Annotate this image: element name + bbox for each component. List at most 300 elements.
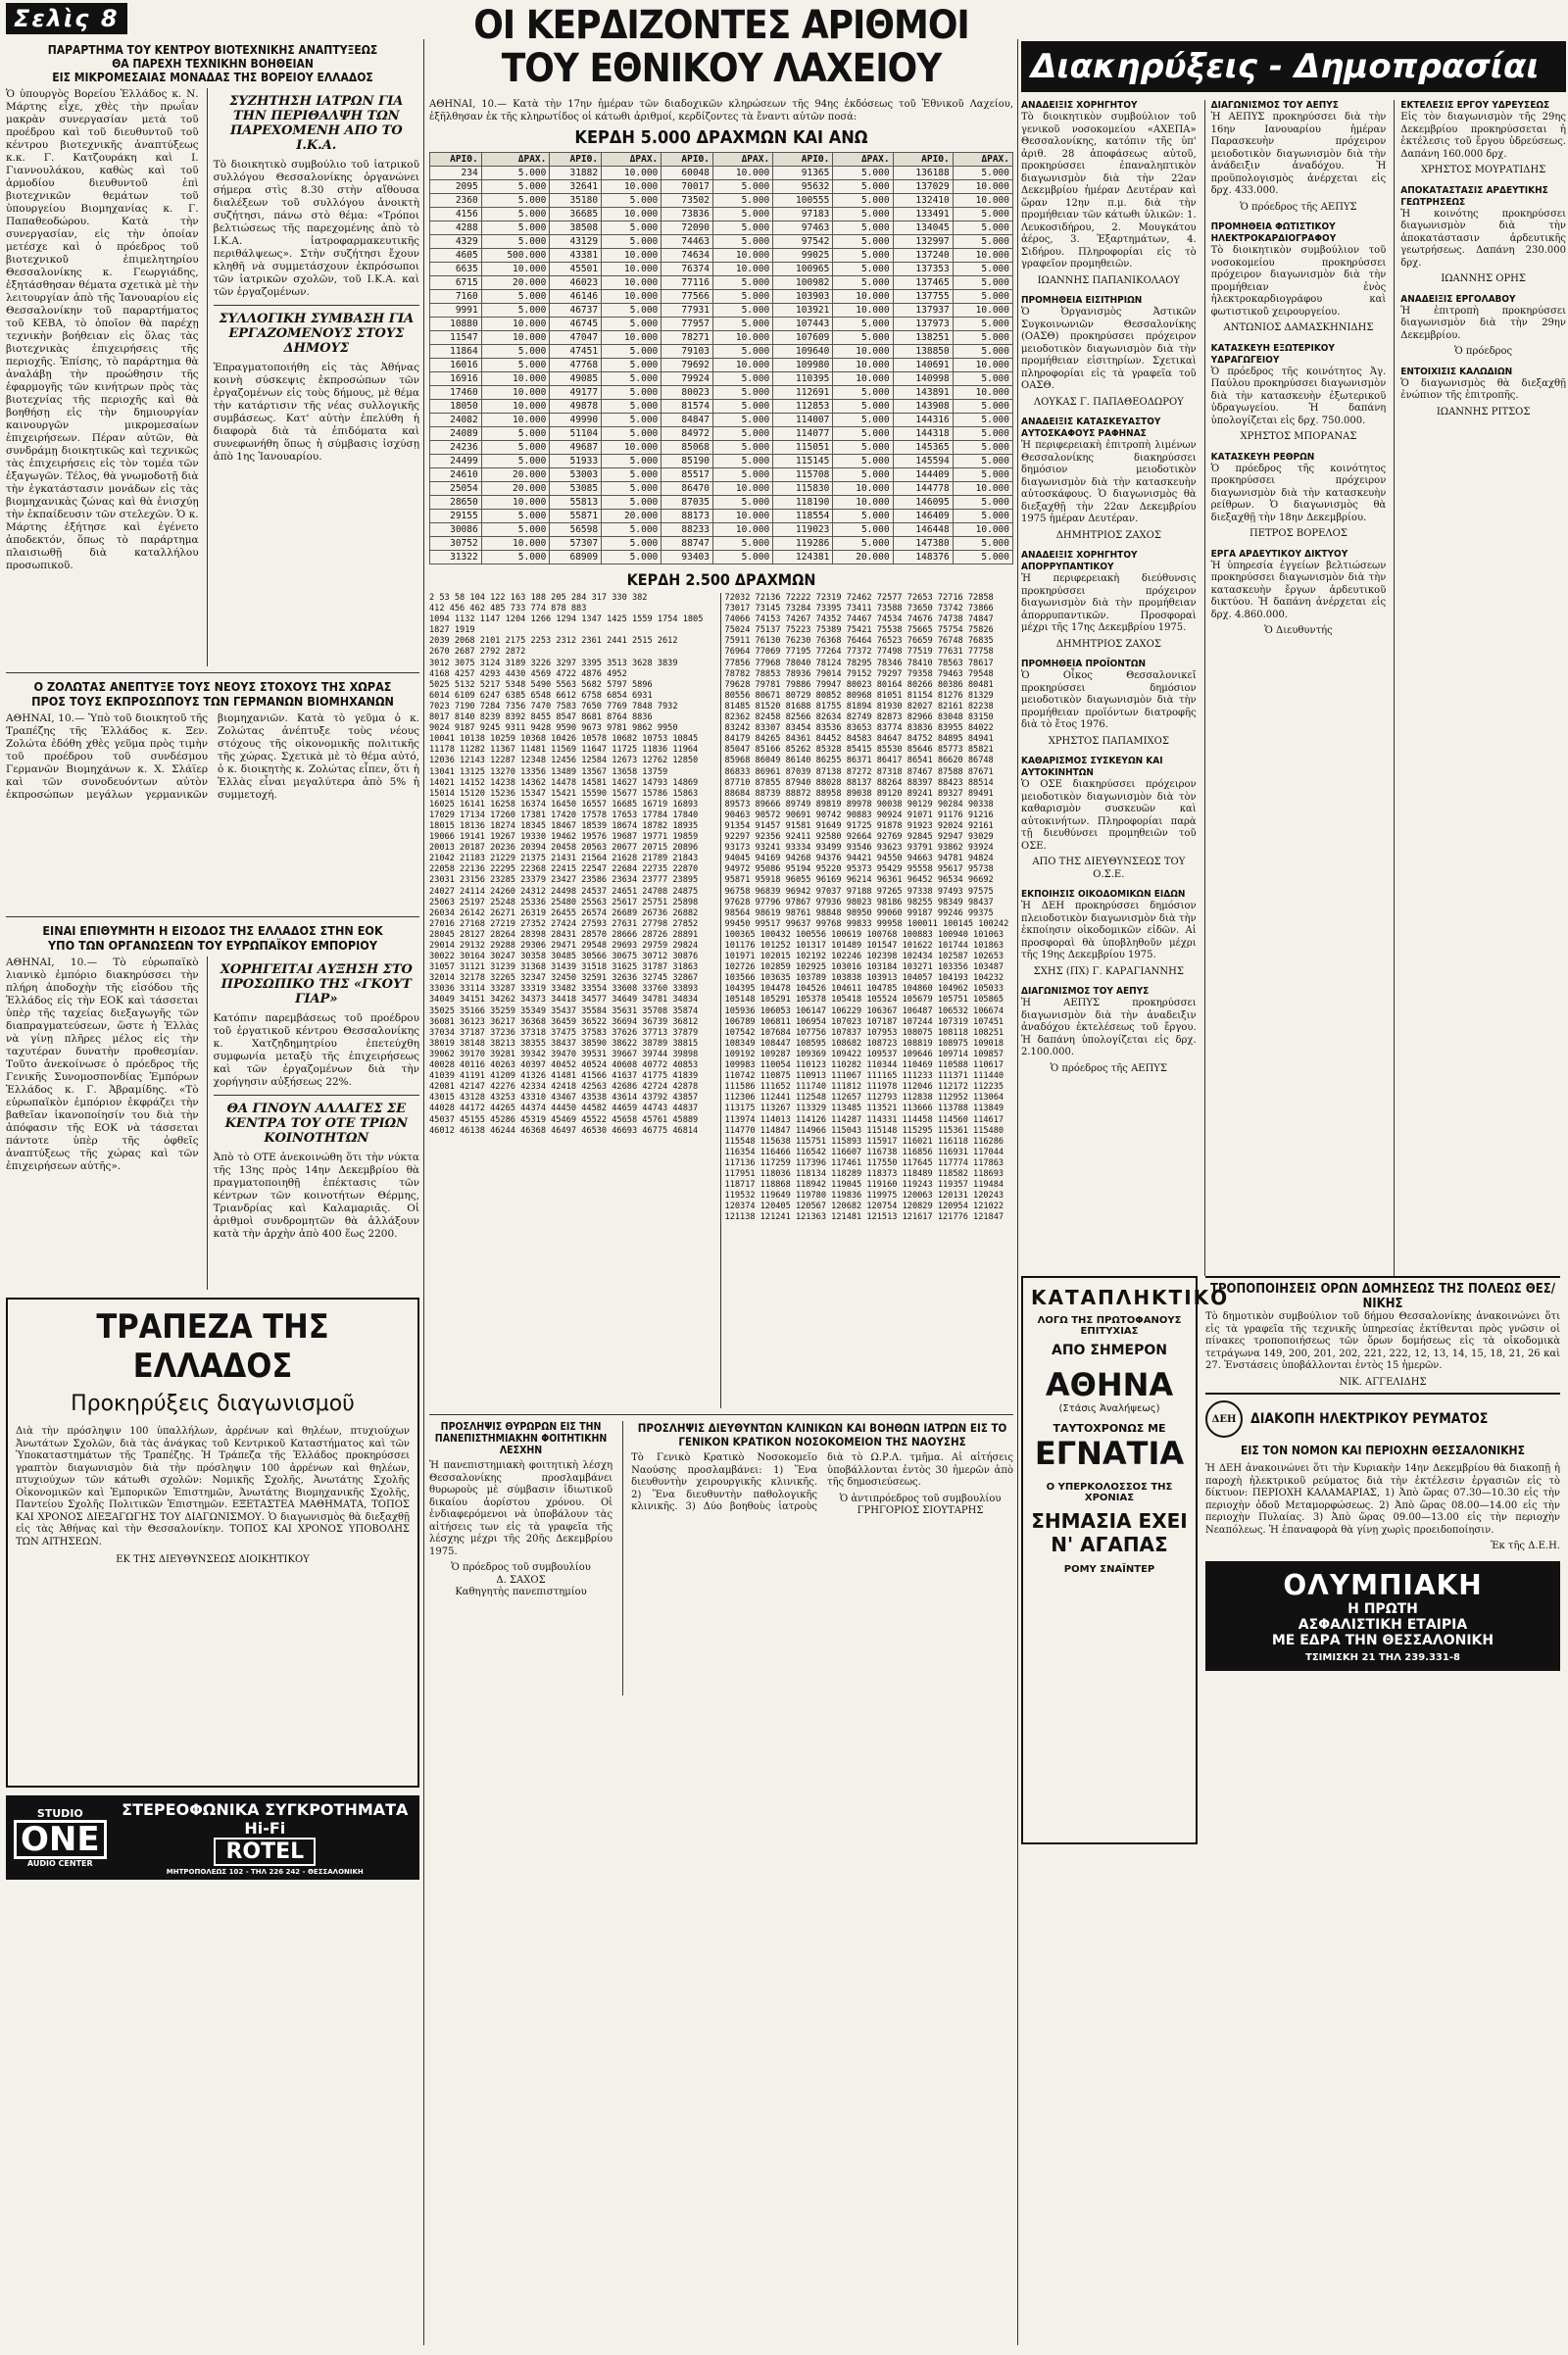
prize-amount: 10.000	[713, 482, 773, 496]
prize-amount: 5.000	[833, 208, 893, 221]
announcement-signature: Ὁ πρόεδρος	[1454, 346, 1513, 357]
prize-amount: 5.000	[833, 318, 893, 331]
ticket-number: 24236	[430, 441, 482, 455]
prize-amount: 5.000	[953, 496, 1012, 510]
table-row	[430, 386, 1013, 400]
prize-amount: 5.000	[833, 510, 893, 523]
winning-numbers-table	[429, 152, 1013, 564]
announcement	[1211, 221, 1387, 335]
announcement	[1021, 889, 1197, 978]
announcement-title: ΠΡΟΜΗΘΕΙΑ ΦΩΤΙΣΤΙΚΟΥ ΗΛΕΚΤΡΟΚΑΡΔΙΟΓΡΑΦΟΥ	[1210, 221, 1337, 244]
prize-amount: 5.000	[481, 427, 550, 441]
announcement-signature: Ὁ Διευθυντής	[1264, 625, 1333, 636]
prize-amount: 10.000	[602, 331, 662, 345]
table-row	[430, 208, 1013, 221]
announcement-signature: ΙΩΑΝΝΗΣ ΡΙΤΣΟΣ	[1436, 406, 1531, 417]
ticket-number: 18050	[430, 400, 482, 414]
ticket-number: 103921	[773, 304, 833, 318]
prize-amount: 10.000	[713, 510, 773, 523]
ticket-number: 97542	[773, 235, 833, 249]
announcement-signature: ΧΡΗΣΤΟΣ ΠΑΠΑΜΙΧΟΣ	[1048, 735, 1169, 747]
prize-amount: 5.000	[481, 345, 550, 359]
prize-amount: 5.000	[602, 235, 662, 249]
announcement	[1021, 986, 1197, 1075]
prize-amount: 5.000	[481, 551, 550, 564]
table-row	[430, 427, 1013, 441]
ticket-number: 84847	[662, 414, 713, 427]
ticket-number: 35180	[550, 194, 602, 208]
announcement	[1211, 452, 1387, 541]
announcement-body: Ἡ ΑΕΠΥΣ προκηρύσσει διαγωνισμὸν διὰ τὴν ἀναδειξιν ἀναδόχου ἐκτελέσεως τοῦ ἔργου. Ἡ δαπάνη ὑπολογίζεται εἰς δρχ. 2.100.000.	[1021, 998, 1197, 1057]
announcement-title: ΑΝΑΔΕΙΞΙΣ ΚΑΤΑΣΚΕΥΑΣΤΟΥ ΑΥΤΟΣΚΑΦΟΥΣ ΡΑΦΗΝΑΣ	[1021, 417, 1161, 439]
ticket-number: 118554	[773, 510, 833, 523]
prize-amount: 5.000	[833, 263, 893, 276]
prize-amount: 5.000	[481, 510, 550, 523]
prize-amount: 5.000	[953, 468, 1012, 482]
article-kebia-heading: ΠΑΡΑΡΤΗΜΑ ΤΟΥ ΚΕΝΤΡΟΥ ΒΙΟΤΕΧΝΙΚΗΣ ΑΝΑΠΤΥΞΕΩΣ ΘΑ ΠΑΡΕΧΗ ΤΕΧΝΙΚΗΝ ΒΟΗΘΕΙΑΝ ΕΙΣ ΜΙΚΡΟΜΕΣΑΙΑΣ ΜΟΝΑΔΑΣ ΤΗΣ ΒΟΡΕΙΟΥ ΕΛΛΑΔΟΣ	[47, 43, 378, 84]
announcement-signature: ΙΩΑΝΝΗΣ ΟΡΗΣ	[1441, 273, 1526, 284]
prize-amount: 5.000	[602, 359, 662, 372]
ticket-number: 93403	[662, 551, 713, 564]
ticket-number: 119286	[773, 537, 833, 551]
prize-amount: 5.000	[953, 221, 1012, 235]
ticket-number: 78271	[662, 331, 713, 345]
ticket-number: 43381	[550, 249, 602, 263]
prize-amount: 10.000	[953, 523, 1012, 537]
ticket-number: 138850	[893, 345, 953, 359]
table-row	[430, 276, 1013, 290]
prize-amount: 10.000	[713, 359, 773, 372]
announcement-signature: ΠΕΤΡΟΣ ΒΟΡΕΛΟΣ	[1249, 528, 1348, 539]
announcement-title: ΚΑΘΑΡΙΣΜΟΣ ΣΥΣΚΕΥΩΝ ΚΑΙ ΑΥΤΟΚΙΝΗΤΩΝ	[1021, 756, 1163, 778]
ticket-number: 24089	[430, 427, 482, 441]
prize-amount: 5.000	[602, 551, 662, 564]
article-goodyear: Κατόπιν παρεμβάσεως τοῦ προέδρου τοῦ ἐργατικοῦ κέντρου Θεσσαλονίκης κ. Χατζηδημητρίου ἐπετεύχθη συμφωνία μεταξὺ τῆς ἐπιχειρήσεως καὶ τῶν ἐργαζομένων διὰ τὴν χορήγησιν αὐξήσεως 22%.	[213, 1012, 419, 1088]
prize-amount: 5.000	[713, 441, 773, 455]
movie-ad: ΚΑΤΑΠΛΗΚΤΙΚΟ ΛΟΓΩ ΤΗΣ ΠΡΩΤΟΦΑΝΟΥΣ ΕΠΙΤΥΧΙΑΣ ΑΠΟ ΣΗΜΕΡΟΝ ΑΘΗΝΑ (Στάσις Ἀναλήψεως) ΤΑΥΤΟΧΡΟΝΩΣ ΜΕ ΕΓΝΑΤΙΑ Ο ΥΠΕΡΚΟΛΟΣΣΟΣ ΤΗΣ ΧΡΟΝΙΑΣ ΣΗΜΑΣΙΑ ΕΧΕΙ Ν' ΑΓΑΠΑΣ ΡΟΜΥ ΣΝΑΪΝΤΕΡ	[1021, 1276, 1198, 1844]
article-zolotas: ΑΘΗΝΑΙ, 10.— Ὑπὸ τοῦ διοικητοῦ τῆς Τραπέζης τῆς Ἑλλάδος κ. Ξεν. Ζολώτα ἐδόθη χθὲς γεῦμα πρὸς τιμὴν τοῦ προέδρου τοῦ συνδέσμου Γερμανῶν Βιομηχάνων κ. Χ. Σλάϊερ καὶ τῶν συνοδευόντων αὐτὸν ἐκπροσώπων μεγάλων γερμανικῶν βιομηχανιῶν. Κατὰ τὸ γεῦμα ὁ κ. Ζολώτας ἀνέπτυξε τοὺς νέους στόχους τῆς οἰκονομικῆς πολιτικῆς τῆς χώρας. Σχετικὰ μὲ τὸ θέμα αὐτό, ὁ κ. διοικητὴς κ. Ζολώτας εἶπεν, ὅτι ἡ Ἑλλὰς εἶναι μεγαλύτερα ἀπὸ 5% ἡ συμμετοχή.	[6, 712, 419, 801]
ticket-number: 60048	[662, 167, 713, 180]
announcement-body: Ὁ Οἶκος Θεσσαλονικεῖ προκηρύσσει δημόσιον μειοδοτικὸν διαγωνισμὸν διὰ τὴν προμήθειαν προϊόντων διατροφῆς διὰ τὸ ἔτος 1976.	[1021, 670, 1197, 730]
announcement-body: Ἡ περιφερειακὴ διεύθυνσις προκηρύσσει πρόχειρον διαγωνισμὸν διὰ τὴν προμήθειαν ἀπορρυπαντικῶν. Προσφοραὶ μέχρι τῆς 17ης Δεκεμβρίου 1975.	[1021, 573, 1197, 633]
ticket-number: 72090	[662, 221, 713, 235]
prize-amount: 10.000	[602, 441, 662, 455]
announcement	[1211, 549, 1387, 638]
prize-amount: 10.000	[953, 180, 1012, 194]
ticket-number: 4605	[430, 249, 482, 263]
ticket-number: 7160	[430, 290, 482, 304]
announcement-signature: Ὁ πρόεδρος τῆς ΑΕΠΥΣ	[1240, 201, 1357, 213]
ticket-number: 100982	[773, 276, 833, 290]
prize-amount: 5.000	[481, 304, 550, 318]
section-5000-title: ΚΕΡΔΗ 5.000 ΔΡΑΧΜΩΝ ΚΑΙ ΑΝΩ	[574, 127, 868, 148]
table-row	[430, 468, 1013, 482]
prize-amount: 5.000	[602, 482, 662, 496]
announcement	[1400, 367, 1566, 419]
prize-amount: 10.000	[953, 359, 1012, 372]
subhead-ote: ΘΑ ΓΙΝΟΥΝ ΑΛΛΑΓΕΣ ΣΕ ΚΕΝΤΡΑ ΤΟΥ ΟΤΕ ΤΡΙΩΝ ΚΟΙΝΟΤΗΤΩΝ	[224, 1102, 408, 1146]
prize-amount: 5.000	[713, 537, 773, 551]
ticket-number: 137465	[893, 276, 953, 290]
ticket-number: 51933	[550, 455, 602, 468]
ticket-number: 47047	[550, 331, 602, 345]
lottery-column	[429, 0, 1013, 2355]
announcement-signature: ΔΗΜΗΤΡΙΟΣ ΖΑΧΟΣ	[1055, 638, 1161, 650]
ticket-number: 97183	[773, 208, 833, 221]
ticket-number: 70017	[662, 180, 713, 194]
ticket-number: 84972	[662, 427, 713, 441]
table-row	[430, 441, 1013, 455]
ticket-number: 46737	[550, 304, 602, 318]
ticket-number: 91365	[773, 167, 833, 180]
prize-amount: 5.000	[602, 345, 662, 359]
ticket-number: 16916	[430, 372, 482, 386]
ticket-number: 85068	[662, 441, 713, 455]
article-symvasi: Ἐπραγματοποιήθη εἰς τὰς Ἀθήνας κοινὴ σύσκεψις ἐκπροσώπων τῶν ἐργαζομένων εἰς τοὺς δήμους, μὲ θέμα τὴν κατάρτισιν τῆς νέας συλλογικῆς συμβάσεως. Κατ' αὐτὴν ἐπελύθη ἡ διαφορὰ διὰ τὰ ἐπιδόματα καὶ συνεφωνήθη ὅπως ἡ σύμβασις ἰσχύσῃ ἀπὸ 1ης Ἰανουαρίου.	[213, 362, 419, 463]
lottery-title: ΟΙ ΚΕΡΔΙΖΟΝΤΕΣ ΑΡΙΘΜΟΙ ΤΟΥ ΕΘΝΙΚΟΥ ΛΑΧΕΙΟΥ	[473, 3, 969, 91]
announcement-body: Ἡ ἐπιτροπὴ προκηρύσσει διαγωνισμὸν διὰ τὴν 29ην Δεκεμβρίου.	[1400, 305, 1566, 341]
prize-amount: 5.000	[602, 386, 662, 400]
ticket-number: 46745	[550, 318, 602, 331]
prize-amount: 20.000	[481, 482, 550, 496]
table-row	[430, 372, 1013, 386]
ticket-number: 4156	[430, 208, 482, 221]
ticket-number: 234	[430, 167, 482, 180]
prize-amount: 5.000	[713, 318, 773, 331]
announcement-title: ΠΡΟΜΗΘΕΙΑ ΕΙΣΙΤΗΡΙΩΝ	[1021, 295, 1143, 306]
ticket-number: 137029	[893, 180, 953, 194]
table-row	[430, 482, 1013, 496]
prize-amount: 10.000	[833, 482, 893, 496]
ticket-number: 144318	[893, 427, 953, 441]
zoning-notice: ΤΡΟΠΟΠΟΙΗΣΕΙΣ ΟΡΩΝ ΔΟΜΗΣΕΩΣ ΤΗΣ ΠΟΛΕΩΣ ΘΕΣ/ΝΙΚΗΣ Τὸ δημοτικὸν συμβούλιον τοῦ δήμου Θεσσαλονίκης ἀνακοινώνει ὅτι εἰς τὰ γραφεῖα τῆς τεχνικῆς ὑπηρεσίας ἐκτίθενται πρὸς γνῶσιν οἱ πίνακες τροποποιήσεως τῶν ὅρων δομήσεως εἰς τὰ οἰκοδομικὰ τετράγωνα 149, 200, 201, 202, 221, 222, 12, 13, 14, 15, 18, 21, 26 καὶ 27. Ἐνστάσεις ὑποβάλλονται ἐντὸς 15 ἡμερῶν. ΝΙΚ. ΑΓΓΕΛΙΔΗΣ	[1205, 1276, 1560, 1395]
prize-amount: 5.000	[953, 208, 1012, 221]
announcement-title: ΔΙΑΓΩΝΙΣΜΟΣ ΤΟΥ ΑΕΠΥΣ	[1210, 100, 1339, 111]
section-2500-title: ΚΕΡΔΗ 2.500 ΔΡΑΧΜΩΝ	[626, 570, 816, 589]
prize-amount: 5.000	[713, 221, 773, 235]
prize-amount: 5.000	[713, 345, 773, 359]
ticket-number: 53003	[550, 468, 602, 482]
prize-amount: 10.000	[602, 180, 662, 194]
prize-amount: 10.000	[481, 263, 550, 276]
ticket-number: 100555	[773, 194, 833, 208]
announcement-signature: ΑΝΤΩΝΙΟΣ ΔΑΜΑΣΚΗΝΙΔΗΣ	[1223, 322, 1374, 333]
ticket-number: 137937	[893, 304, 953, 318]
ticket-number: 112691	[773, 386, 833, 400]
prize-amount: 5.000	[602, 318, 662, 331]
prize-amount: 5.000	[481, 455, 550, 468]
ticket-number: 100965	[773, 263, 833, 276]
table-row	[430, 345, 1013, 359]
bank-of-greece-ad	[6, 1298, 419, 1788]
announcements-col-a	[1021, 100, 1197, 1276]
ticket-number: 31882	[550, 167, 602, 180]
prize-amount: 5.000	[602, 523, 662, 537]
prize-amount: 10.000	[481, 318, 550, 331]
announcement-body: Ὁ διαγωνισμὸς θὰ διεξαχθῇ ἐνώπιον τῆς ἐπιτροπῆς.	[1400, 377, 1566, 401]
ticket-number: 25054	[430, 482, 482, 496]
ticket-number: 144316	[893, 414, 953, 427]
prize-amount: 10.000	[481, 496, 550, 510]
ticket-number: 6715	[430, 276, 482, 290]
ticket-number: 77116	[662, 276, 713, 290]
prize-amount: 5.000	[953, 455, 1012, 468]
ticket-number: 137240	[893, 249, 953, 263]
prize-amount: 5.000	[953, 276, 1012, 290]
numbers-list-right: 72032 72136 72222 72319 72462 72577 72653 72716 72858 73017 73145 73284 73395 73411 73588 73650 73742 73866 74066 74153 74267 74352 74467 74534 74676 74738 74847 75024 75137 75223 75389 75421 75538 75665 75754 75826 75911 76130 76230 76368 76464 76523 76659 76748 76835 76964 77069 77195 77264 77372 77498 77519 77631 77758 77856 77968 78040 78124 78295 78346 78410 78563 78617 78782 78853 78936 79014 79152 79297 79358 79463 79548 79628 79781 79886 79947 80023 80164 80266 80386 80481 80556 80671 80729 80852 80968 81051 81154 81276 81329 81485 81520 81688 81755 81894 81930 82027 82161 82238 82362 82458 82566 82634 82749 82873 82966 83048 83150 83242 83307 83454 83536 83653 83774 83836 83955 84022 84179 84265 84361 84452 84583 84647 84752 84895 84941 85047 85166 85262 85328 85415 85530 85646 85773 85821 85968 86049 86140 86255 86371 86417 86541 86620 86748 86833 86961 87039 87138 87272 87318 87467 87588 87671 87710 87855 87940 88028 88137 88264 88397 88423 88514 88684 88739 88872 88958 89038 89120 89241 89327 89491 89573 89666 89749 89819 89978 90038 90129 90284 90338 90463 90572 90691 90742 90883 90924 91071 91176 91216 91354 91457 91581 91649 91725 91878 91923 92024 92161 92297 92356 92411 92580 92664 92769 92845 92947 93029 93173 93241 93334 93499 93546 93623 93791 93862 93924 94045 94169 94268 94376 94421 94550 94663 94781 94824 94972 95086 95194 95220 95373 95429 95558 95617 95738 95871 95918 96055 96169 96214 96361 96452 96534 96692 96758 96839 96942 97037 97188 97265 97338 97493 97575 97628 97796 97867 97936 98023 98186 98255 98349 98437 98564 98619 98761 98848 98950 99060 99187 99246 99375 99450 99517 99637 99768 99833 99958 100011 100145 100242 100365 100432 100556 100619 100768 100883 100940 101063 101176 101252 101317 101489 101547 101622 101744 101863 101971 102015 102192 102246 102398 102434 102587 102653 102726 102859 102925 103016 103184 103271 103356 103487 103566 103635 103789 103838 103913 104057 104193 104232 104395 104478 104526 104611 104785 104860 104962 105033 105148 105291 105378 105418 105524 105679 105751 105865 105936 106053 106147 106229 106367 106487 106532 106674 106789 106811 106954 107023 107187 107244 107319 107451 107542 107684 107756 107837 107953 108075 108118 108251 108349 108447 108595 108682 108723 108819 108975 109018 109192 109287 109369 109422 109537 109646 109714 109857 109983 110054 110123 110282 110344 110469 110588 110617 110742 110875 110913 111067 111165 111233 111371 111440 111586 111652 111740 111812 111978 112046 112172 112235 112306 112441 112548 112657 112793 112838 112952 113064 113175 113267 113329 113485 113521 113666 113788 113849 113974 114013 114126 114287 114331 114458 114560 114617 114770 114847 114966 115043 115148 115295 115361 115480 115548 115638 115751 115893 115917 116021 116118 116286 116354 116466 116542 116607 116738 116856 116931 117044 117136 117259 117396 117461 117550 117645 117774 117863 117951 118036 118134 118289 118373 118489 118582 118693 118717 118868 118942 119045 119160 119243 119357 119484 119532 119649 119780 119836 119975 120063 120131 120243 120374 120405 120567 120682 120754 120829 120954 121022 121138 121241 121363 121481 121513 121617 121776 121847	[720, 593, 1013, 1408]
table-row	[430, 359, 1013, 372]
ad-naousa-hospital: ΠΡΟΣΛΗΨΙΣ ΔΙΕΥΘΥΝΤΩΝ ΚΛΙΝΙΚΩΝ ΚΑΙ ΒΟΗΘΩΝ ΙΑΤΡΩΝ ΕΙΣ ΤΟ ΓΕΝΙΚΟΝ ΚΡΑΤΙΚΟΝ ΝΟΣΟΚΟΜΕΙΟΝ ΤΗΣ ΝΑΟΥΣΗΣ Τὸ Γενικὸ Κρατικὸ Νοσοκομεῖο Ναούσης προσλαμβάνει: 1) Ἕνα διευθυντὴν χειρουργικῆς κλινικῆς. 2) Ἕνα διευθυντὴν παθολογικῆς κλινικῆς. 3) Δύο βοηθοὺς ἰατροὺς διὰ τὸ Ω.Ρ.Λ. τμῆμα. Αἱ αἰτήσεις ὑποβάλλονται ἐντὸς 30 ἡμερῶν ἀπὸ τῆς δημοσιεύσεως. Ὁ ἀντιπρόεδρος τοῦ συμβουλίου ΓΡΗΓΟΡΙΟΣ ΣΙΟΥΤΑΡΗΣ	[622, 1421, 1013, 1695]
announcement-title: ΠΡΟΜΗΘΕΙΑ ΠΡΟΪΟΝΤΩΝ	[1021, 659, 1147, 669]
ticket-number: 115830	[773, 482, 833, 496]
ticket-number: 144778	[893, 482, 953, 496]
prize-amount: 5.000	[833, 468, 893, 482]
ticket-number: 49177	[550, 386, 602, 400]
announcement-title: ΚΑΤΑΣΚΕΥΗ ΡΕΘΡΩΝ	[1210, 451, 1315, 463]
ticket-number: 4288	[430, 221, 482, 235]
table-row	[430, 235, 1013, 249]
ticket-number: 46146	[550, 290, 602, 304]
announcement-title: ΕΡΓΑ ΑΡΔΕΥΤΙΚΟΥ ΔΙΚΤΥΟΥ	[1210, 548, 1348, 560]
ticket-number: 68909	[550, 551, 602, 564]
subhead-symvasi: ΣΥΛΛΟΓΙΚΗ ΣΥΜΒΑΣΗ ΓΙΑ ΕΡΓΑΖΟΜΕΝΟΥΣ ΣΤΟΥΣ ΔΗΜΟΥΣ	[219, 312, 415, 356]
prize-amount: 10.000	[833, 372, 893, 386]
prize-amount: 5.000	[833, 441, 893, 455]
ticket-number: 56598	[550, 523, 602, 537]
prize-amount: 10.000	[953, 482, 1012, 496]
ticket-number: 24610	[430, 468, 482, 482]
announcement-signature: ΙΩΑΝΝΗΣ ΠΑΠΑΝΙΚΟΛΑΟΥ	[1037, 274, 1181, 286]
announcement	[1021, 550, 1197, 651]
ticket-number: 11864	[430, 345, 482, 359]
prize-amount: 10.000	[481, 331, 550, 345]
prize-amount: 5.000	[833, 167, 893, 180]
announcement	[1021, 659, 1197, 748]
dei-logo: ΔΕΗ	[1205, 1400, 1243, 1438]
prize-amount: 5.000	[953, 263, 1012, 276]
ticket-number: 114007	[773, 414, 833, 427]
announcement	[1021, 100, 1197, 287]
ticket-number: 6635	[430, 263, 482, 276]
ticket-number: 88173	[662, 510, 713, 523]
prize-amount: 5.000	[602, 496, 662, 510]
prize-amount: 10.000	[602, 208, 662, 221]
ticket-number: 109980	[773, 359, 833, 372]
ticket-number: 115145	[773, 455, 833, 468]
ticket-number: 16016	[430, 359, 482, 372]
prize-amount: 5.000	[481, 359, 550, 372]
ticket-number: 95632	[773, 180, 833, 194]
ticket-number: 137353	[893, 263, 953, 276]
ticket-number: 55813	[550, 496, 602, 510]
prize-amount: 5.000	[713, 290, 773, 304]
prize-amount: 5.000	[481, 180, 550, 194]
ticket-number: 55871	[550, 510, 602, 523]
prize-amount: 5.000	[833, 400, 893, 414]
ticket-number: 47451	[550, 345, 602, 359]
prize-amount: 10.000	[713, 249, 773, 263]
article-ote: Ἀπὸ τὸ ΟΤΕ ἀνεκοινώθη ὅτι τὴν νύκτα τῆς 13ης πρὸς 14ην Δεκεμβρίου θὰ πραγματοποιηθῇ ἐπέκτασις τῶν κέντρων τῶν κοινοτήτων Θέρμης, Τριανδρίας καὶ Καλαμαριᾶς. Οἱ ἀριθμοὶ συνδρομητῶν θὰ ἀλλάξουν κατὰ τὴν ἀρχὴν ἀπὸ 400 ἕως 2200.	[213, 1152, 419, 1240]
prize-amount: 5.000	[602, 427, 662, 441]
ticket-number: 30086	[430, 523, 482, 537]
prize-amount: 5.000	[602, 455, 662, 468]
announcement-signature: ΧΡΗΣΤΟΣ ΜΠΟΡΑΝΑΣ	[1240, 431, 1357, 442]
prize-amount: 5.000	[833, 235, 893, 249]
announcement-body: Ὁ Ὀργανισμὸς Ἀστικῶν Συγκοινωνιῶν Θεσσαλονίκης (ΟΑΣΘ) προκηρύσσει πρόχειρον μειοδοτικὸν διαγωνισμὸν διὰ τὴν προμήθειαν εἰσιτηρίων. Σχετικαὶ πληροφορίαι εἰς τὰ γραφεῖα τοῦ ΟΑΣΘ.	[1021, 307, 1197, 391]
dei-notice: ΔΕΗ ΔΙΑΚΟΠΗ ΗΛΕΚΤΡΙΚΟΥ ΡΕΥΜΑΤΟΣ ΕΙΣ ΤΟΝ ΝΟΜΟΝ ΚΑΙ ΠΕΡΙΟΧΗΝ ΘΕΣΣΑΛΟΝΙΚΗΣ Ἡ ΔΕΗ ἀνακοινώνει ὅτι τὴν Κυριακὴν 14ην Δεκεμβρίου θὰ διακοπῇ ἡ παροχὴ ἠλεκτρικοῦ ρεύματος διὰ τὴν ἐκτέλεσιν ἐργασιῶν εἰς τὸ δίκτυον: ΠΕΡΙΟΧΗ ΚΑΛΑΜΑΡΙΑΣ, 1) Ἀπὸ ὥρας 07.30—10.30 εἰς τὴν περιοχὴν ὁδοῦ Μεταμορφώσεως. 2) Ἀπὸ ὥρας 08.00—14.00 εἰς τὴν περιοχὴν Πυλαίας. 3) Ἀπὸ ὥρας 09.00—13.00 εἰς τὴν περιοχὴν Νεαπόλεως. Ἡ ἐπαναφορὰ θὰ γίνῃ χωρὶς προειδοποίησιν. Ἐκ τῆς Δ.Ε.Η.	[1205, 1400, 1560, 1551]
prize-amount: 5.000	[602, 400, 662, 414]
announcements-col-b	[1204, 100, 1387, 1276]
ticket-number: 87035	[662, 496, 713, 510]
announcement-body: Ὁ πρόεδρος τῆς κοινότητος προκηρύσσει πρόχειρον διαγωνισμὸν διὰ τὴν κατασκευὴν ρείθρων. Ὁ διαγωνισμὸς θὰ διεξαχθῇ τὴν 18ην Δεκεμβρίου.	[1210, 463, 1387, 523]
lottery-intro: ΑΘΗΝΑΙ, 10.— Κατὰ τὴν 17ην ἡμέραν τῶν διαδοχικῶν κληρώσεων τῆς 94ης ἐκδόσεως τοῦ Ἐθνικοῦ Λαχείου, ἐξῆλθησαν ἐκ τῆς κληρωτίδος οἱ κάτωθι ἀριθμοί, κερδίζοντες τὰ ἔναντι αὐτῶν ποσά:	[429, 99, 1013, 123]
prize-amount: 5.000	[833, 455, 893, 468]
table-row	[430, 414, 1013, 427]
ticket-number: 115708	[773, 468, 833, 482]
announcement	[1021, 756, 1197, 881]
ticket-number: 24082	[430, 414, 482, 427]
prize-amount: 5.000	[953, 235, 1012, 249]
prize-amount: 5.000	[481, 235, 550, 249]
prize-amount: 5.000	[481, 221, 550, 235]
bank-ad-title: ΤΡΑΠΕΖΑ ΤΗΣ ΕΛΛΑΔΟΣ	[96, 1307, 329, 1386]
announcement-title: ΑΝΑΔΕΙΞΙΣ ΧΟΡΗΓΗΤΟΥ ΑΠΟΡΡΥΠΑΝΤΙΚΟΥ	[1021, 550, 1138, 572]
ticket-number: 145594	[893, 455, 953, 468]
prize-amount: 5.000	[953, 537, 1012, 551]
prize-amount: 10.000	[713, 263, 773, 276]
table-row	[430, 304, 1013, 318]
article-zolotas-heading: Ο ΖΟΛΩΤΑΣ ΑΝΕΠΤΥΞΕ ΤΟΥΣ ΝΕΟΥΣ ΣΤΟΧΟΥΣ ΤΗΣ ΧΩΡΑΣ ΠΡΟΣ ΤΟΥΣ ΕΚΠΡΟΣΩΠΟΥΣ ΤΩΝ ΓΕΡΜΑΝΩΝ ΒΙΟΜΗΧΑΝΩΝ	[31, 679, 394, 709]
prize-amount: 5.000	[833, 180, 893, 194]
prize-amount: 5.000	[953, 400, 1012, 414]
table-row	[430, 194, 1013, 208]
prize-amount: 20.000	[833, 551, 893, 564]
prize-amount: 10.000	[953, 249, 1012, 263]
table-row	[430, 290, 1013, 304]
ticket-number: 115051	[773, 441, 833, 455]
announcement-body: Τὸ διοικητικὸν συμβούλιον τοῦ νοσοκομείου προκηρύσσει πρόχειρον διαγωνισμὸν διὰ τὴν προμήθειαν ἑνὸς ἠλεκτροκαρδιογράφου καὶ φωτιστικοῦ χειρουργείου.	[1210, 245, 1387, 318]
ticket-number: 107609	[773, 331, 833, 345]
ticket-number: 86470	[662, 482, 713, 496]
ticket-number: 49990	[550, 414, 602, 427]
table-row	[430, 510, 1013, 523]
prize-amount: 10.000	[602, 263, 662, 276]
ticket-number: 119023	[773, 523, 833, 537]
prize-amount: 5.000	[602, 372, 662, 386]
prize-amount: 5.000	[481, 194, 550, 208]
announcement-title: ΑΠΟΚΑΤΑΣΤΑΣΙΣ ΑΡΔΕΥΤΙΚΗΣ ΓΕΩΤΡΗΣΕΩΣ	[1400, 184, 1548, 208]
bank-ad-signature: ΕΚ ΤΗΣ ΔΙΕΥΘΥΝΣΕΩΣ ΔΙΟΙΚΗΤΙΚΟΥ	[116, 1554, 310, 1565]
announcement	[1400, 294, 1566, 359]
prize-amount: 5.000	[833, 276, 893, 290]
ticket-number: 43129	[550, 235, 602, 249]
prize-amount: 5.000	[481, 441, 550, 455]
prize-amount: 5.000	[713, 208, 773, 221]
announcement-title: ΑΝΑΔΕΙΞΙΣ ΧΟΡΗΓΗΤΟΥ	[1021, 100, 1138, 111]
subhead-goodyear: ΧΟΡΗΓΕΙΤΑΙ ΑΥΞΗΣΗ ΣΤΟ ΠΡΟΣΩΠΙΚΟ ΤΗΣ «ΓΚΟΥΤ ΓΙΑΡ»	[220, 962, 413, 1006]
announcement-body: Ἡ ὑπηρεσία ἐγγείων βελτιώσεων προκηρύσσει διαγωνισμὸν διὰ τὴν κατασκευὴν ἔργων ἀρδευτικοῦ δικτύου. Ἡ δαπάνη ἀνέρχεται εἰς δρχ. 4.860.000.	[1210, 560, 1387, 620]
announcements-column	[1021, 0, 1566, 2355]
prize-amount: 5.000	[713, 427, 773, 441]
announcement-body: Ἡ περιφερειακὴ ἐπιτροπὴ λιμένων Θεσσαλονίκης διακηρύσσει δημόσιον μειοδοτικὸν διαγωνισμὸν διὰ τὴν κατασκευὴν αὐτοσκάφους. Ὁ διαγωνισμὸς θὰ διεξαχθῇ τὴν 22αν Δεκεμβρίου 1975 ἡμέραν Δευτέραν.	[1021, 440, 1197, 524]
prize-amount: 5.000	[953, 290, 1012, 304]
ticket-number: 49085	[550, 372, 602, 386]
announcement-signature: ΣΧΗΣ (ΠΧ) Γ. ΚΑΡΑΓΙΑΝΝΗΣ	[1033, 965, 1184, 977]
prize-amount: 10.000	[602, 290, 662, 304]
ticket-number: 79692	[662, 359, 713, 372]
prize-amount: 10.000	[713, 167, 773, 180]
ticket-number: 30752	[430, 537, 482, 551]
page-badge: Σελὶς 8	[6, 3, 127, 34]
prize-amount: 5.000	[602, 414, 662, 427]
prize-amount: 10.000	[481, 372, 550, 386]
prize-amount: 5.000	[481, 208, 550, 221]
ticket-number: 46023	[550, 276, 602, 290]
prize-amount: 10.000	[953, 304, 1012, 318]
ticket-number: 140691	[893, 359, 953, 372]
prize-amount: 10.000	[953, 194, 1012, 208]
ticket-number: 137973	[893, 318, 953, 331]
prize-amount: 5.000	[713, 551, 773, 564]
ticket-number: 99025	[773, 249, 833, 263]
ticket-number: 36685	[550, 208, 602, 221]
ticket-number: 143908	[893, 400, 953, 414]
prize-amount: 10.000	[833, 496, 893, 510]
prize-amount: 5.000	[953, 331, 1012, 345]
ticket-number: 85517	[662, 468, 713, 482]
prize-amount: 5.000	[481, 290, 550, 304]
numbers-list-left: 2 53 58 104 122 163 188 205 284 317 330 382 412 456 462 485 733 774 878 883 1094 1132 1147 1204 1266 1294 1347 1425 1559 1754 1805 1827 1919 2039 2068 2101 2175 2253 2312 2361 2441 2515 2612 2670 2687 2792 2872 3012 3075 3124 3189 3226 3297 3395 3513 3628 3839 4168 4257 4293 4430 4569 4722 4876 4952 5025 5132 5217 5348 5490 5563 5682 5797 5896 6014 6109 6247 6385 6548 6612 6758 6854 6931 7023 7190 7284 7356 7470 7583 7650 7769 7848 7932 8017 8140 8239 8392 8455 8547 8681 8764 8836 9024 9187 9245 9311 9428 9590 9673 9781 9862 9950 10041 10138 10259 10368 10426 10578 10682 10753 10845 11178 11282 11367 11481 11569 11647 11725 11836 11964 12036 12143 12287 12348 12456 12584 12673 12762 12850 13041 13125 13270 13356 13489 13567 13658 13759 14021 14152 14238 14362 14478 14581 14627 14793 14869 15014 15120 15236 15347 15421 15590 15677 15786 15863 16025 16141 16258 16374 16450 16557 16685 16719 16893 17029 17134 17260 17381 17420 17578 17653 17784 17840 18015 18136 18274 18345 18467 18539 18674 18782 18935 19066 19141 19267 19330 19462 19576 19687 19771 19859 20013 20187 20236 20394 20458 20563 20677 20715 20896 21042 21183 21229 21375 21431 21564 21628 21789 21843 22058 22136 22295 22368 22415 22547 22684 22735 22870 23031 23156 23285 23379 23427 23586 23634 23777 23895 24027 24114 24260 24312 24498 24537 24651 24708 24875 25063 25197 25248 25336 25480 25563 25617 25751 25898 26034 26142 26271 26319 26455 26574 26689 26736 26882 27016 27168 27219 27352 27424 27593 27631 27798 27852 28045 28127 28264 28398 28431 28570 28666 28726 28891 29014 29132 29288 29306 29471 29548 29693 29759 29824 30022 30164 30247 30358 30485 30566 30675 30712 30876 31057 31121 31239 31368 31439 31518 31625 31787 31863 32014 32178 32265 32347 32450 32591 32636 32745 32867 33036 33114 33287 33319 33482 33554 33608 33760 33893 34049 34151 34262 34373 34418 34577 34649 34781 34834 35025 35166 35259 35349 35437 35584 35631 35708 35874 36081 36123 36217 36368 36459 36522 36694 36739 36812 37034 37187 37236 37318 37475 37583 37626 37713 37879 38019 38148 38213 38355 38437 38590 38622 38789 38815 39062 39170 39281 39342 39470 39531 39667 39744 39898 40028 40116 40263 40397 40452 40524 40608 40772 40853 41039 41191 41209 41326 41481 41566 41637 41775 41839 42081 42147 42276 42334 42418 42563 42686 42724 42878 43015 43128 43253 43310 43467 43538 43614 43792 43857 44028 44172 44265 44374 44450 44582 44659 44743 44837 45037 45155 45286 45319 45469 45522 45658 45761 45889 46012 46138 46244 46368 46497 46530 46693 46775 46814	[429, 593, 704, 1136]
ticket-number: 145365	[893, 441, 953, 455]
ticket-number: 110395	[773, 372, 833, 386]
prize-amount: 5.000	[602, 468, 662, 482]
ticket-number: 133491	[893, 208, 953, 221]
studio-one-logo: STUDIO ONE AUDIO CENTER	[14, 1807, 107, 1868]
prize-amount: 5.000	[833, 414, 893, 427]
prize-amount: 5.000	[713, 468, 773, 482]
ticket-number: 140998	[893, 372, 953, 386]
announcement-body: Εἰς τὸν διαγωνισμὸν τῆς 29ης Δεκεμβρίου προκηρύσσεται ἡ ἐκτέλεσις τοῦ ἔργου ὑδρεύσεως. Δαπάνη 160.000 δρχ.	[1400, 112, 1566, 160]
ticket-number: 88747	[662, 537, 713, 551]
bank-ad-subtitle: Προκηρύξεις διαγωνισμοῦ	[71, 1392, 355, 1416]
ticket-number: 109640	[773, 345, 833, 359]
ticket-number: 144409	[893, 468, 953, 482]
ticket-number: 73836	[662, 208, 713, 221]
prize-amount: 5.000	[953, 441, 1012, 455]
ticket-number: 57307	[550, 537, 602, 551]
prize-amount: 10.000	[833, 304, 893, 318]
prize-amount: 5.000	[713, 180, 773, 194]
prize-amount: 5.000	[833, 331, 893, 345]
prize-amount: 5.000	[713, 194, 773, 208]
ticket-number: 17460	[430, 386, 482, 400]
table-row	[430, 221, 1013, 235]
announcement	[1400, 100, 1566, 177]
prize-amount: 5.000	[953, 510, 1012, 523]
prize-amount: 20.000	[602, 510, 662, 523]
ticket-number: 147380	[893, 537, 953, 551]
ticket-number: 74463	[662, 235, 713, 249]
ticket-number: 143891	[893, 386, 953, 400]
announcement-title: ΔΙΑΓΩΝΙΣΜΟΣ ΤΟΥ ΑΕΠΥΣ	[1021, 986, 1150, 997]
announcement-title: ΕΚΤΕΛΕΣΙΣ ΕΡΓΟΥ ΥΔΡΕΥΣΕΩΣ	[1400, 100, 1550, 111]
prize-amount: 5.000	[953, 318, 1012, 331]
ticket-number: 114077	[773, 427, 833, 441]
ticket-number: 31322	[430, 551, 482, 564]
table-row	[430, 331, 1013, 345]
announcement	[1211, 100, 1387, 214]
ticket-number: 80023	[662, 386, 713, 400]
